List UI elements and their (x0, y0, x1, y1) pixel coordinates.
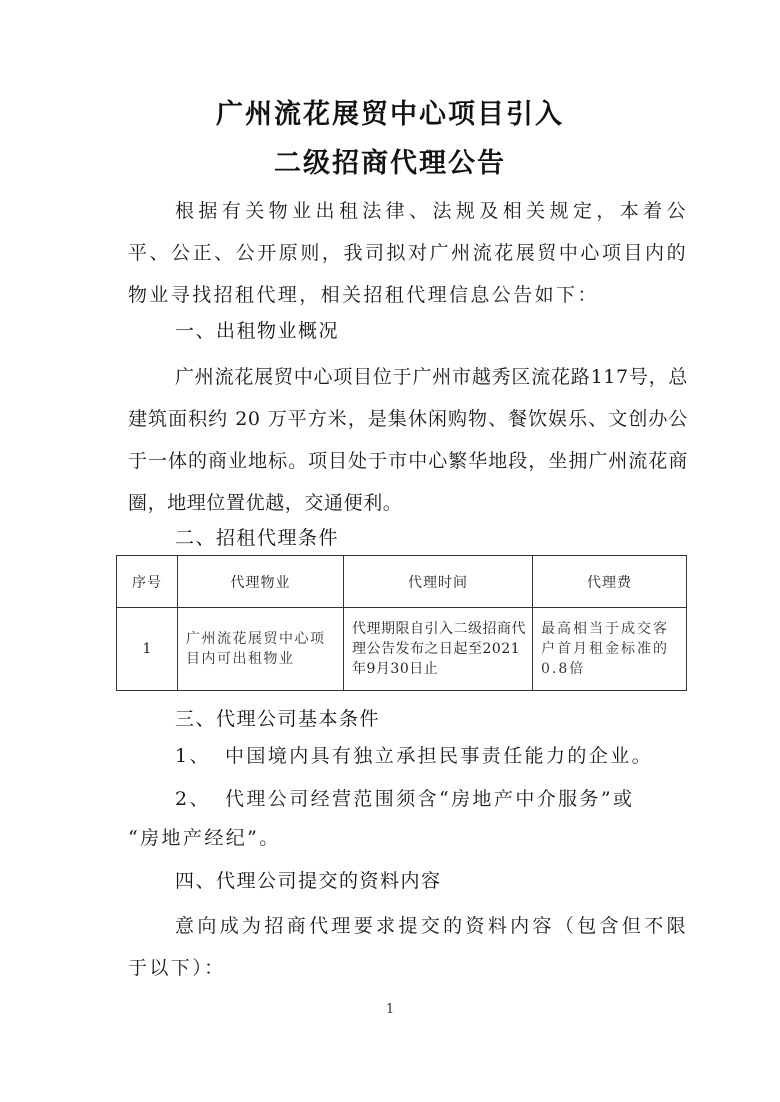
table-header-fee: 代理费 (533, 556, 687, 608)
table-row (117, 608, 687, 691)
table-header-seq: 序号 (117, 556, 178, 608)
list-item-text: 中国境内具有独立承担民事责任能力的企业。 (225, 745, 654, 767)
table-cell-time: 代理期限自引入二级招商代理公告发布之日起至2021年9月30日止 (344, 608, 533, 691)
table-header-time: 代理时间 (344, 556, 533, 608)
table-header-property: 代理物业 (178, 556, 344, 608)
document-title-line1: 广州流花展贸中心项目引入 (216, 99, 564, 130)
section-heading-4: 四、代理公司提交的资料内容 (175, 870, 442, 892)
list-item-number: 2、 (175, 788, 211, 810)
materials-paragraph: 意向成为招商代理要求提交的资料内容（包含但不限于以下）： (128, 915, 688, 979)
section-heading-2: 二、招租代理条件 (175, 527, 340, 549)
list-item (175, 741, 653, 768)
list-item (175, 784, 634, 811)
table-header-row (117, 556, 687, 608)
property-overview-paragraph: 广州流花展贸中心项目位于广州市越秀区流花路117号，总建筑面积约 20 万平方米，是集休闲购物、餐饮娱乐、文创办公于一体的商业地标。项目处于市中心繁华地段，坐拥广州流花商圈，地理位置优越，交通便利。 (128, 366, 688, 514)
list-item-text: 代理公司经营范围须含“房地产中介服务”或 (225, 788, 635, 810)
table-cell-property: 广州流花展贸中心项目内可出租物业 (178, 608, 344, 691)
section-heading-1: 一、出租物业概况 (175, 320, 340, 342)
table-cell-seq: 1 (117, 608, 178, 691)
list-item-number: 1、 (175, 745, 211, 767)
agency-conditions-table (116, 555, 687, 691)
document-title-line2: 二级招商代理公告 (274, 148, 506, 179)
list-item-continuation: “房地产经纪”。 (128, 827, 281, 849)
page-number: 1 (385, 1002, 395, 1017)
intro-paragraph: 根据有关物业出租法律、法规及相关规定，本着公平、公正、公开原则，我司拟对广州流花展贸中心项目内的物业寻找招租代理，相关招租代理信息公告如下： (128, 200, 688, 306)
section-heading-3: 三、代理公司基本条件 (175, 708, 381, 730)
table-cell-fee: 最高相当于成交客户首月租金标准的0.8倍 (533, 608, 687, 691)
